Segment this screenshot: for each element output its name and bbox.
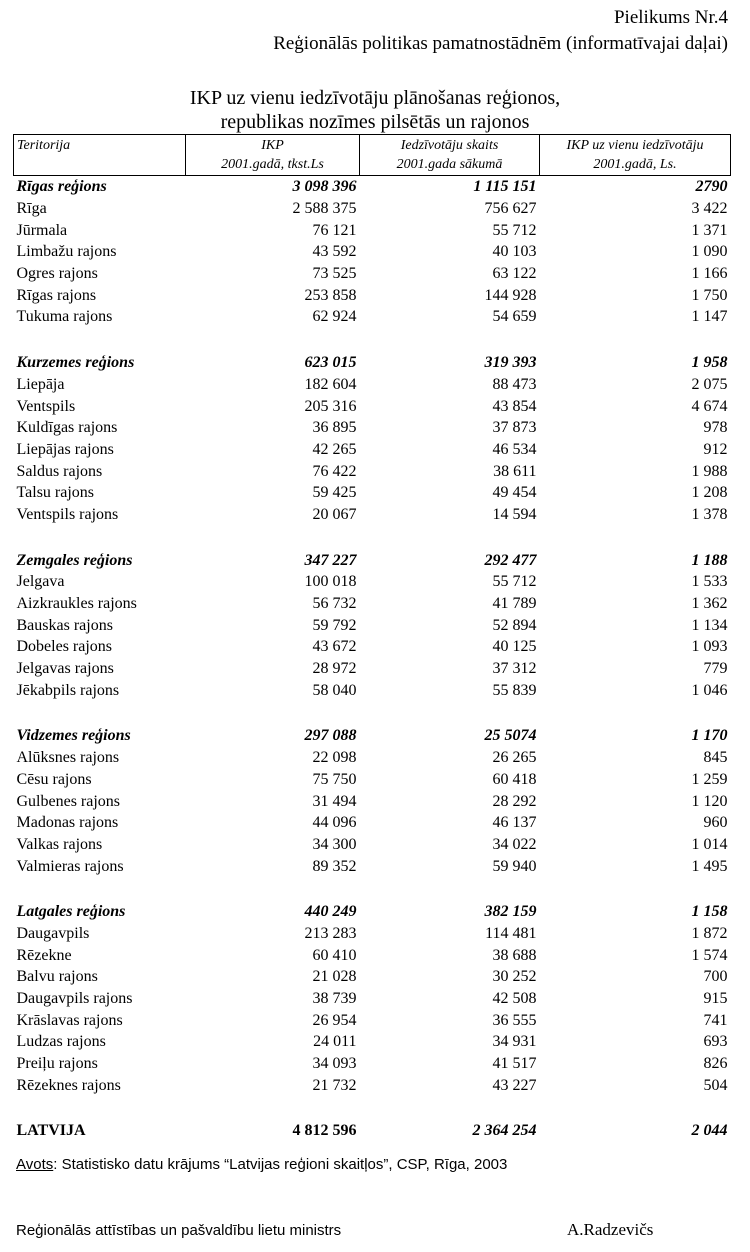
table-row bbox=[14, 944, 731, 966]
table-row bbox=[14, 966, 731, 988]
gdp-per-capita-cell: 1 371 bbox=[691, 221, 728, 239]
population-cell: 88 473 bbox=[492, 375, 537, 393]
gdp-cell: 21 028 bbox=[312, 968, 357, 986]
territory-cell: Gulbenes rajons bbox=[16, 792, 121, 810]
gdp-cell: 24 011 bbox=[313, 1033, 357, 1051]
gdp-cell: 213 283 bbox=[304, 924, 357, 942]
spacer-row bbox=[14, 701, 731, 725]
population-cell: 59 940 bbox=[492, 857, 537, 875]
spacer-cell bbox=[14, 1096, 731, 1120]
gdp-cell: 440 249 bbox=[304, 903, 357, 921]
table-row bbox=[14, 219, 731, 241]
table-row bbox=[14, 614, 731, 636]
gdp-cell: 75 750 bbox=[312, 770, 357, 788]
territory-cell: Alūksnes rajons bbox=[16, 749, 120, 767]
gdp-cell: 60 410 bbox=[312, 946, 357, 964]
spacer-cell bbox=[14, 525, 731, 549]
territory-cell: Rēzeknes rajons bbox=[16, 1076, 121, 1094]
population-cell: 34 022 bbox=[492, 835, 537, 853]
gdp-per-capita-cell: 1 259 bbox=[691, 770, 728, 788]
gdp-per-capita-cell: 1 574 bbox=[691, 946, 728, 964]
population-cell: 756 627 bbox=[484, 200, 537, 218]
territory-cell: Daugavpils rajons bbox=[16, 990, 133, 1008]
population-cell: 1 115 151 bbox=[473, 178, 537, 196]
population-cell: 41 789 bbox=[492, 595, 537, 613]
territory-cell: Talsu rajons bbox=[16, 484, 95, 502]
header-gdp: IKP 2001.gadā, tkst.Ls bbox=[186, 135, 360, 176]
population-cell: 114 481 bbox=[485, 924, 537, 942]
table-row bbox=[14, 747, 731, 769]
gdp-per-capita-cell: 4 674 bbox=[691, 397, 728, 415]
territory-cell: Kuldīgas rajons bbox=[16, 419, 118, 437]
population-cell: 40 103 bbox=[492, 243, 537, 261]
gdp-per-capita-cell: 3 422 bbox=[691, 200, 728, 218]
territory-cell: Ogres rajons bbox=[16, 265, 98, 283]
spacer-cell bbox=[14, 328, 731, 352]
territory-cell: Rīgas rajons bbox=[16, 286, 97, 304]
gdp-cell: 3 098 396 bbox=[292, 178, 357, 196]
gdp-per-capita-cell: 1 170 bbox=[691, 727, 728, 745]
gdp-cell: 20 067 bbox=[312, 505, 357, 523]
territory-cell: Jūrmala bbox=[16, 221, 68, 239]
territory-cell: Ventspils bbox=[16, 397, 76, 415]
table-row bbox=[14, 834, 731, 856]
population-cell: 42 508 bbox=[492, 990, 537, 1008]
gdp-cell: 36 895 bbox=[312, 419, 357, 437]
territory-cell: Rīgas reģions bbox=[16, 178, 107, 196]
region-row bbox=[14, 352, 731, 374]
gdp-cell: 22 098 bbox=[312, 749, 357, 767]
territory-cell: Preiļu rajons bbox=[16, 1055, 98, 1073]
region-row bbox=[14, 901, 731, 923]
total-population-cell: 2 364 254 bbox=[472, 1122, 537, 1140]
gdp-per-capita-cell: 741 bbox=[703, 1011, 728, 1029]
gdp-cell: 43 672 bbox=[312, 638, 357, 656]
population-cell: 292 477 bbox=[484, 551, 537, 569]
gdp-per-capita-cell: 1 046 bbox=[691, 681, 728, 699]
population-cell: 28 292 bbox=[492, 792, 537, 810]
gdp-per-capita-cell: 1 166 bbox=[691, 265, 728, 283]
territory-cell: Rīga bbox=[16, 200, 47, 218]
spacer-row bbox=[14, 1096, 731, 1120]
population-cell: 38 688 bbox=[492, 946, 537, 964]
region-row bbox=[14, 176, 731, 198]
population-cell: 55 712 bbox=[492, 221, 537, 239]
territory-cell: Valkas rajons bbox=[16, 835, 103, 853]
population-cell: 46 534 bbox=[492, 440, 537, 458]
header-population: Iedzīvotāju skaits 2001.gada sākumā bbox=[360, 135, 540, 176]
table-row bbox=[14, 1074, 731, 1096]
gdp-cell: 42 265 bbox=[312, 440, 357, 458]
population-cell: 55 839 bbox=[492, 681, 537, 699]
total-gdp-per-capita-cell: 2 044 bbox=[691, 1122, 728, 1140]
gdp-per-capita-cell: 504 bbox=[703, 1076, 728, 1094]
population-cell: 26 265 bbox=[492, 749, 537, 767]
territory-cell: Aizkraukles rajons bbox=[16, 595, 137, 613]
territory-cell: Saldus rajons bbox=[16, 462, 103, 480]
table-row bbox=[14, 988, 731, 1010]
gdp-per-capita-table bbox=[13, 134, 731, 1142]
gdp-cell: 56 732 bbox=[312, 595, 357, 613]
population-cell: 54 659 bbox=[492, 308, 537, 326]
population-cell: 60 418 bbox=[492, 770, 537, 788]
territory-cell: Bauskas rajons bbox=[16, 616, 113, 634]
gdp-per-capita-cell: 915 bbox=[703, 990, 728, 1008]
territory-cell: Jēkabpils rajons bbox=[16, 681, 120, 699]
source-note bbox=[16, 1156, 507, 1173]
gdp-cell: 43 592 bbox=[312, 243, 357, 261]
gdp-cell: 76 422 bbox=[312, 462, 357, 480]
table-row bbox=[14, 504, 731, 526]
territory-cell: Daugavpils bbox=[16, 924, 90, 942]
territory-cell: Ludzas rajons bbox=[16, 1033, 106, 1051]
gdp-per-capita-cell: 1 533 bbox=[691, 573, 728, 591]
gdp-per-capita-cell: 1 014 bbox=[691, 835, 728, 853]
population-cell: 37 873 bbox=[492, 419, 537, 437]
table-row bbox=[14, 790, 731, 812]
population-cell: 34 931 bbox=[492, 1033, 537, 1051]
gdp-cell: 2 588 375 bbox=[292, 200, 357, 218]
gdp-cell: 34 093 bbox=[312, 1055, 357, 1073]
gdp-per-capita-cell: 978 bbox=[703, 419, 728, 437]
gdp-cell: 26 954 bbox=[312, 1011, 357, 1029]
table-row bbox=[14, 1031, 731, 1053]
gdp-cell: 59 425 bbox=[312, 484, 357, 502]
table-row bbox=[14, 1053, 731, 1075]
territory-cell: Valmieras rajons bbox=[16, 857, 124, 875]
table-body bbox=[14, 176, 731, 1142]
table-row bbox=[14, 198, 731, 220]
table-row bbox=[14, 769, 731, 791]
population-cell: 382 159 bbox=[484, 903, 537, 921]
territory-cell: Limbažu rajons bbox=[16, 243, 117, 261]
source-label: Avots bbox=[16, 1156, 54, 1173]
territory-cell: Jelgava bbox=[16, 573, 65, 591]
region-row bbox=[14, 725, 731, 747]
table-row bbox=[14, 812, 731, 834]
territory-cell: Balvu rajons bbox=[16, 968, 98, 986]
spacer-row bbox=[14, 525, 731, 549]
gdp-per-capita-cell: 845 bbox=[703, 749, 728, 767]
territory-cell: Cēsu rajons bbox=[16, 770, 92, 788]
gdp-per-capita-cell: 1 208 bbox=[691, 484, 728, 502]
table-row bbox=[14, 241, 731, 263]
gdp-per-capita-cell: 960 bbox=[703, 814, 728, 832]
gdp-cell: 76 121 bbox=[312, 221, 357, 239]
table-row bbox=[14, 1009, 731, 1031]
gdp-cell: 21 732 bbox=[312, 1076, 357, 1094]
spacer-row bbox=[14, 328, 731, 352]
gdp-per-capita-cell: 693 bbox=[703, 1033, 728, 1051]
gdp-cell: 62 924 bbox=[312, 308, 357, 326]
gdp-per-capita-cell: 1 093 bbox=[691, 638, 728, 656]
gdp-cell: 89 352 bbox=[312, 857, 357, 875]
gdp-cell: 182 604 bbox=[304, 375, 357, 393]
table-row bbox=[14, 636, 731, 658]
table-row bbox=[14, 923, 731, 945]
header-territory: Teritorija bbox=[14, 135, 186, 176]
spacer-row bbox=[14, 877, 731, 901]
gdp-cell: 38 739 bbox=[312, 990, 357, 1008]
territory-cell: Zemgales reģions bbox=[16, 551, 133, 569]
table-row bbox=[14, 482, 731, 504]
table-row bbox=[14, 593, 731, 615]
source-text: : Statistisko datu krājums “Latvijas reģioni skaitļos”, CSP, Rīga, 2003 bbox=[53, 1156, 508, 1173]
table-row bbox=[14, 374, 731, 396]
population-cell: 43 227 bbox=[492, 1076, 537, 1094]
population-cell: 52 894 bbox=[492, 616, 537, 634]
population-cell: 46 137 bbox=[492, 814, 537, 832]
territory-cell: Kurzemes reģions bbox=[16, 354, 135, 372]
gdp-cell: 297 088 bbox=[304, 727, 357, 745]
territory-cell: Tukuma rajons bbox=[16, 308, 113, 326]
table-row bbox=[14, 439, 731, 461]
gdp-cell: 623 015 bbox=[304, 354, 357, 372]
region-row bbox=[14, 549, 731, 571]
gdp-per-capita-cell: 1 362 bbox=[691, 595, 728, 613]
population-cell: 40 125 bbox=[492, 638, 537, 656]
territory-cell: Liepājas rajons bbox=[16, 440, 114, 458]
gdp-per-capita-cell: 1 378 bbox=[691, 505, 728, 523]
table-row bbox=[14, 263, 731, 285]
table-title-line1: IKP uz vienu iedzīvotāju plānošanas reģionos, bbox=[189, 87, 561, 109]
spacer-cell bbox=[14, 877, 731, 901]
gdp-cell: 58 040 bbox=[312, 681, 357, 699]
gdp-per-capita-cell: 1 750 bbox=[691, 286, 728, 304]
gdp-per-capita-cell: 1 090 bbox=[691, 243, 728, 261]
population-cell: 37 312 bbox=[492, 660, 537, 678]
gdp-cell: 28 972 bbox=[312, 660, 357, 678]
gdp-cell: 44 096 bbox=[312, 814, 357, 832]
appendix-reference: Reģionālās politikas pamatnostādnēm (informatīvajai daļai) bbox=[273, 33, 728, 54]
appendix-number: Pielikums Nr.4 bbox=[613, 7, 728, 28]
table-row bbox=[14, 679, 731, 701]
gdp-per-capita-cell: 2 075 bbox=[691, 375, 728, 393]
gdp-per-capita-cell: 700 bbox=[703, 968, 728, 986]
gdp-cell: 59 792 bbox=[312, 616, 357, 634]
population-cell: 30 252 bbox=[492, 968, 537, 986]
territory-cell: Krāslavas rajons bbox=[16, 1011, 123, 1029]
gdp-per-capita-cell: 1 120 bbox=[691, 792, 728, 810]
population-cell: 55 712 bbox=[492, 573, 537, 591]
territory-cell: Madonas rajons bbox=[16, 814, 119, 832]
table-row bbox=[14, 855, 731, 877]
gdp-cell: 31 494 bbox=[312, 792, 357, 810]
gdp-per-capita-cell: 2790 bbox=[695, 178, 728, 196]
population-cell: 43 854 bbox=[492, 397, 537, 415]
population-cell: 41 517 bbox=[492, 1055, 537, 1073]
gdp-per-capita-cell: 1 872 bbox=[691, 924, 728, 942]
gdp-per-capita-cell: 1 495 bbox=[691, 857, 728, 875]
gdp-cell: 100 018 bbox=[304, 573, 357, 591]
table-row bbox=[14, 460, 731, 482]
population-cell: 38 611 bbox=[493, 462, 537, 480]
table-row bbox=[14, 395, 731, 417]
table-title-line2: republikas nozīmes pilsētās un rajonos bbox=[220, 111, 530, 133]
gdp-per-capita-cell: 1 134 bbox=[691, 616, 728, 634]
gdp-per-capita-cell: 779 bbox=[703, 660, 728, 678]
signatory-position: Reģionālās attīstības un pašvaldību lietu ministrs bbox=[16, 1222, 342, 1239]
gdp-per-capita-cell: 1 188 bbox=[691, 551, 728, 569]
signatory-name: A.Radzevičs bbox=[567, 1220, 654, 1239]
population-cell: 14 594 bbox=[492, 505, 537, 523]
gdp-cell: 253 858 bbox=[304, 286, 357, 304]
gdp-per-capita-cell: 826 bbox=[703, 1055, 728, 1073]
territory-cell: Vidzemes reģions bbox=[16, 727, 131, 745]
territory-cell: Liepāja bbox=[16, 375, 65, 393]
population-cell: 63 122 bbox=[492, 265, 537, 283]
gdp-per-capita-cell: 912 bbox=[703, 440, 728, 458]
population-cell: 25 5074 bbox=[484, 727, 537, 745]
header-gdp-per-capita: IKP uz vienu iedzīvotāju 2001.gadā, Ls. bbox=[540, 135, 731, 176]
table-header-row bbox=[14, 135, 731, 176]
population-cell: 144 928 bbox=[484, 286, 537, 304]
gdp-per-capita-cell: 1 147 bbox=[691, 308, 728, 326]
table-row bbox=[14, 658, 731, 680]
population-cell: 36 555 bbox=[492, 1011, 537, 1029]
total-label-cell: LATVIJA bbox=[16, 1122, 86, 1140]
territory-cell: Ventspils rajons bbox=[16, 505, 119, 523]
gdp-per-capita-cell: 1 988 bbox=[691, 462, 728, 480]
gdp-cell: 34 300 bbox=[312, 835, 357, 853]
territory-cell: Dobeles rajons bbox=[16, 638, 113, 656]
gdp-cell: 347 227 bbox=[304, 551, 357, 569]
table-row bbox=[14, 284, 731, 306]
total-gdp-cell: 4 812 596 bbox=[292, 1122, 357, 1140]
gdp-cell: 73 525 bbox=[312, 265, 357, 283]
table-row bbox=[14, 571, 731, 593]
gdp-cell: 205 316 bbox=[304, 397, 357, 415]
population-cell: 319 393 bbox=[484, 354, 537, 372]
territory-cell: Latgales reģions bbox=[16, 903, 126, 921]
territory-cell: Jelgavas rajons bbox=[16, 660, 114, 678]
table-row bbox=[14, 306, 731, 328]
territory-cell: Rēzekne bbox=[16, 946, 72, 964]
spacer-cell bbox=[14, 701, 731, 725]
total-row bbox=[14, 1120, 731, 1142]
table-row bbox=[14, 417, 731, 439]
gdp-per-capita-cell: 1 958 bbox=[691, 354, 728, 372]
gdp-per-capita-cell: 1 158 bbox=[691, 903, 728, 921]
population-cell: 49 454 bbox=[492, 484, 537, 502]
